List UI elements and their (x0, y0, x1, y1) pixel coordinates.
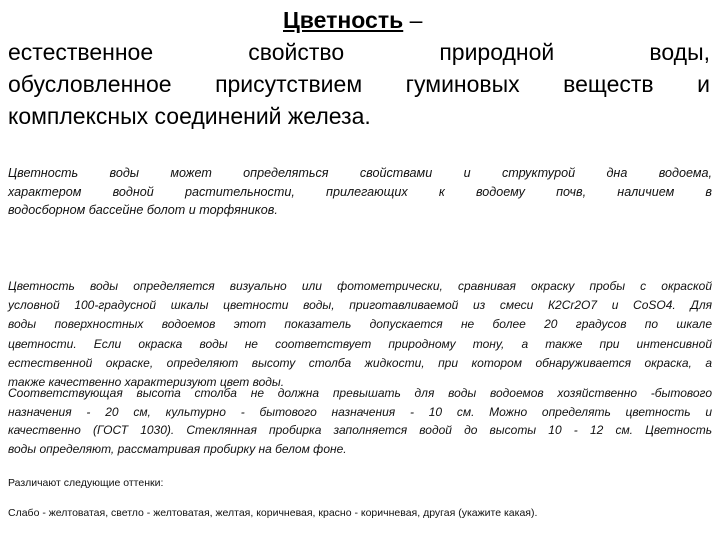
paragraph-line: водосборном бассейне болот и торфяников. (8, 203, 278, 217)
paragraph-line: Цветность воды определяется визуально или фотометрически, сравнивая окраску пробы с окраской (8, 279, 712, 293)
paragraph-line: качественно (ГОСТ 1030). Стеклянная пробирка заполняется водой до высоты 10 - 12 см. Цветность (8, 423, 712, 437)
paragraph-line: Слабо - желтоватая, светло - желтоватая, желтая, коричневая, красно - коричневая, другая (укажите какая). (8, 507, 538, 519)
paragraph-line: условной 100-градусной шкалы цветности воды, приготавливаемой из смеси К2Cr2O7 и CoSO4. Для (8, 298, 712, 313)
paragraph-line: Различают следующие оттенки: (8, 477, 164, 489)
definition-line: естественное свойство природной воды, (8, 39, 710, 65)
paragraph-color-factors (8, 164, 712, 220)
paragraph-column-height (8, 384, 712, 458)
paragraph-shades-intro (8, 476, 712, 490)
paragraph-line: Цветность воды может определяться свойствами и структурой дна водоема, (8, 166, 712, 180)
paragraph-line: естественной окраске, определяют высоту столба жидкости, при котором обнаруживается окраска, а (8, 355, 712, 370)
paragraph-line: характером водной растительности, прилегающих к водоему почв, наличием в (8, 184, 712, 199)
paragraph-line: воды определяют, рассматривая пробирку на белом фоне. (8, 441, 347, 456)
definition-heading (8, 4, 710, 36)
paragraph-measurement-method (8, 277, 712, 392)
definition-line: комплексных соединений железа. (8, 103, 371, 129)
definition-block (8, 4, 710, 132)
paragraph-line: также качественно характеризуют цвет воды. (8, 375, 285, 390)
definition-dash: – (403, 7, 423, 33)
paragraph-line: назначения - 20 см, культурно - бытового назначения - 10 см. Можно определять цветность и (8, 404, 712, 419)
paragraph-shades-list (8, 506, 712, 520)
definition-term: Цветность (283, 7, 404, 33)
paragraph-line: Соответствующая высота столба не должна превышать для воды водоемов хозяйственно -бытового (8, 386, 712, 400)
definition-line: обусловленное присутствием гуминовых веществ и (8, 71, 710, 97)
paragraph-line: цветности. Если окраска воды не соответствует природному тону, а также при интенсивной (8, 336, 712, 351)
paragraph-line: воды поверхностных водоемов этот показатель допускается не более 20 градусов по шкале (8, 317, 712, 332)
